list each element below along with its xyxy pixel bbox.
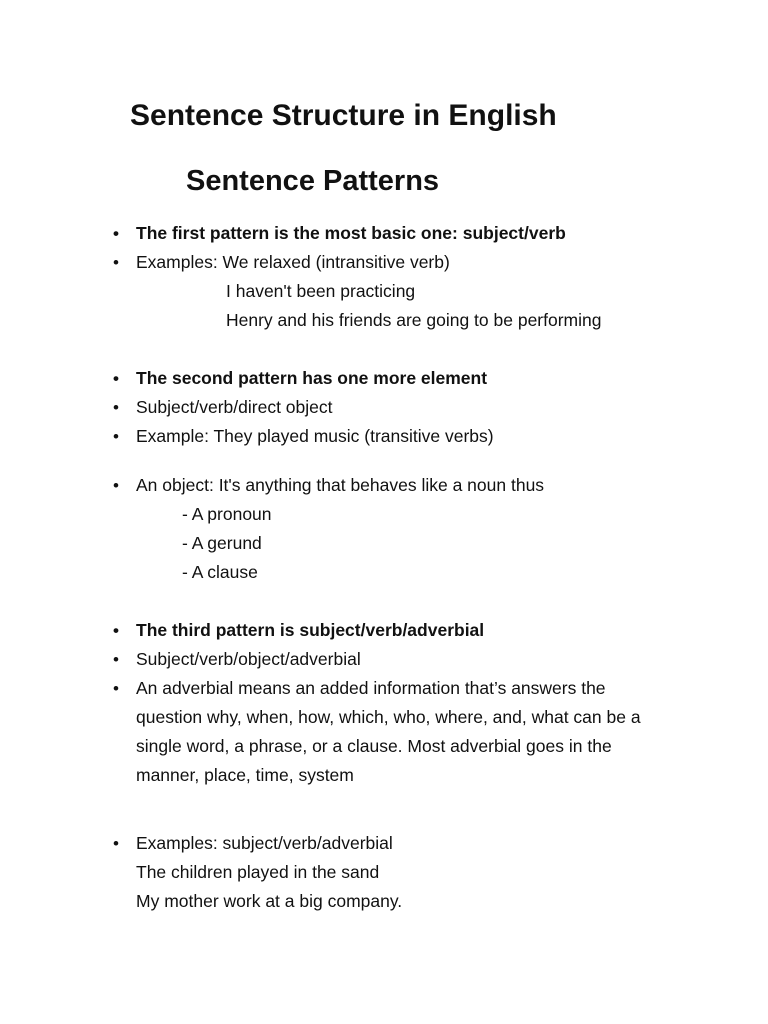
pattern-one-examples: • Examples: We relaxed (intransitive verb) bbox=[136, 248, 450, 277]
adverbial-definition-line-2: question why, when, how, which, who, where, and, what can be a bbox=[136, 707, 641, 727]
pattern-two-example: • Example: They played music (transitive verbs) bbox=[136, 422, 494, 451]
pattern-three-form: • Subject/verb/object/adverbial bbox=[136, 645, 361, 674]
object-item-clause: - A clause bbox=[182, 562, 258, 582]
pattern-one-heading: • The first pattern is the most basic one: subject/verb bbox=[136, 219, 566, 248]
page-title: Sentence Structure in English bbox=[130, 99, 557, 132]
adverbial-definition-line-3: single word, a phrase, or a clause. Most adverbial goes in the bbox=[136, 736, 612, 756]
final-example-2: My mother work at a big company. bbox=[136, 891, 403, 911]
pattern-two-heading: • The second pattern has one more element bbox=[136, 364, 487, 393]
object-definition: • An object: It's anything that behaves like a noun thus bbox=[136, 471, 544, 500]
final-examples-label: • Examples: subject/verb/adverbial bbox=[136, 829, 393, 858]
pattern-one-example-2: I haven't been practicing bbox=[226, 281, 416, 301]
adverbial-definition-line-1: • An adverbial means an added information that’s answers the bbox=[136, 674, 606, 703]
page-subtitle: Sentence Patterns bbox=[186, 165, 440, 197]
object-item-pronoun: - A pronoun bbox=[182, 504, 272, 524]
object-item-gerund: - A gerund bbox=[182, 533, 262, 553]
adverbial-definition-line-4: manner, place, time, system bbox=[136, 765, 354, 785]
pattern-one-example-3: Henry and his friends are going to be performing bbox=[226, 310, 602, 330]
final-example-1: The children played in the sand bbox=[136, 862, 380, 882]
pattern-two-form: • Subject/verb/direct object bbox=[136, 393, 333, 422]
pattern-three-heading: • The third pattern is subject/verb/adverbial bbox=[136, 616, 484, 645]
